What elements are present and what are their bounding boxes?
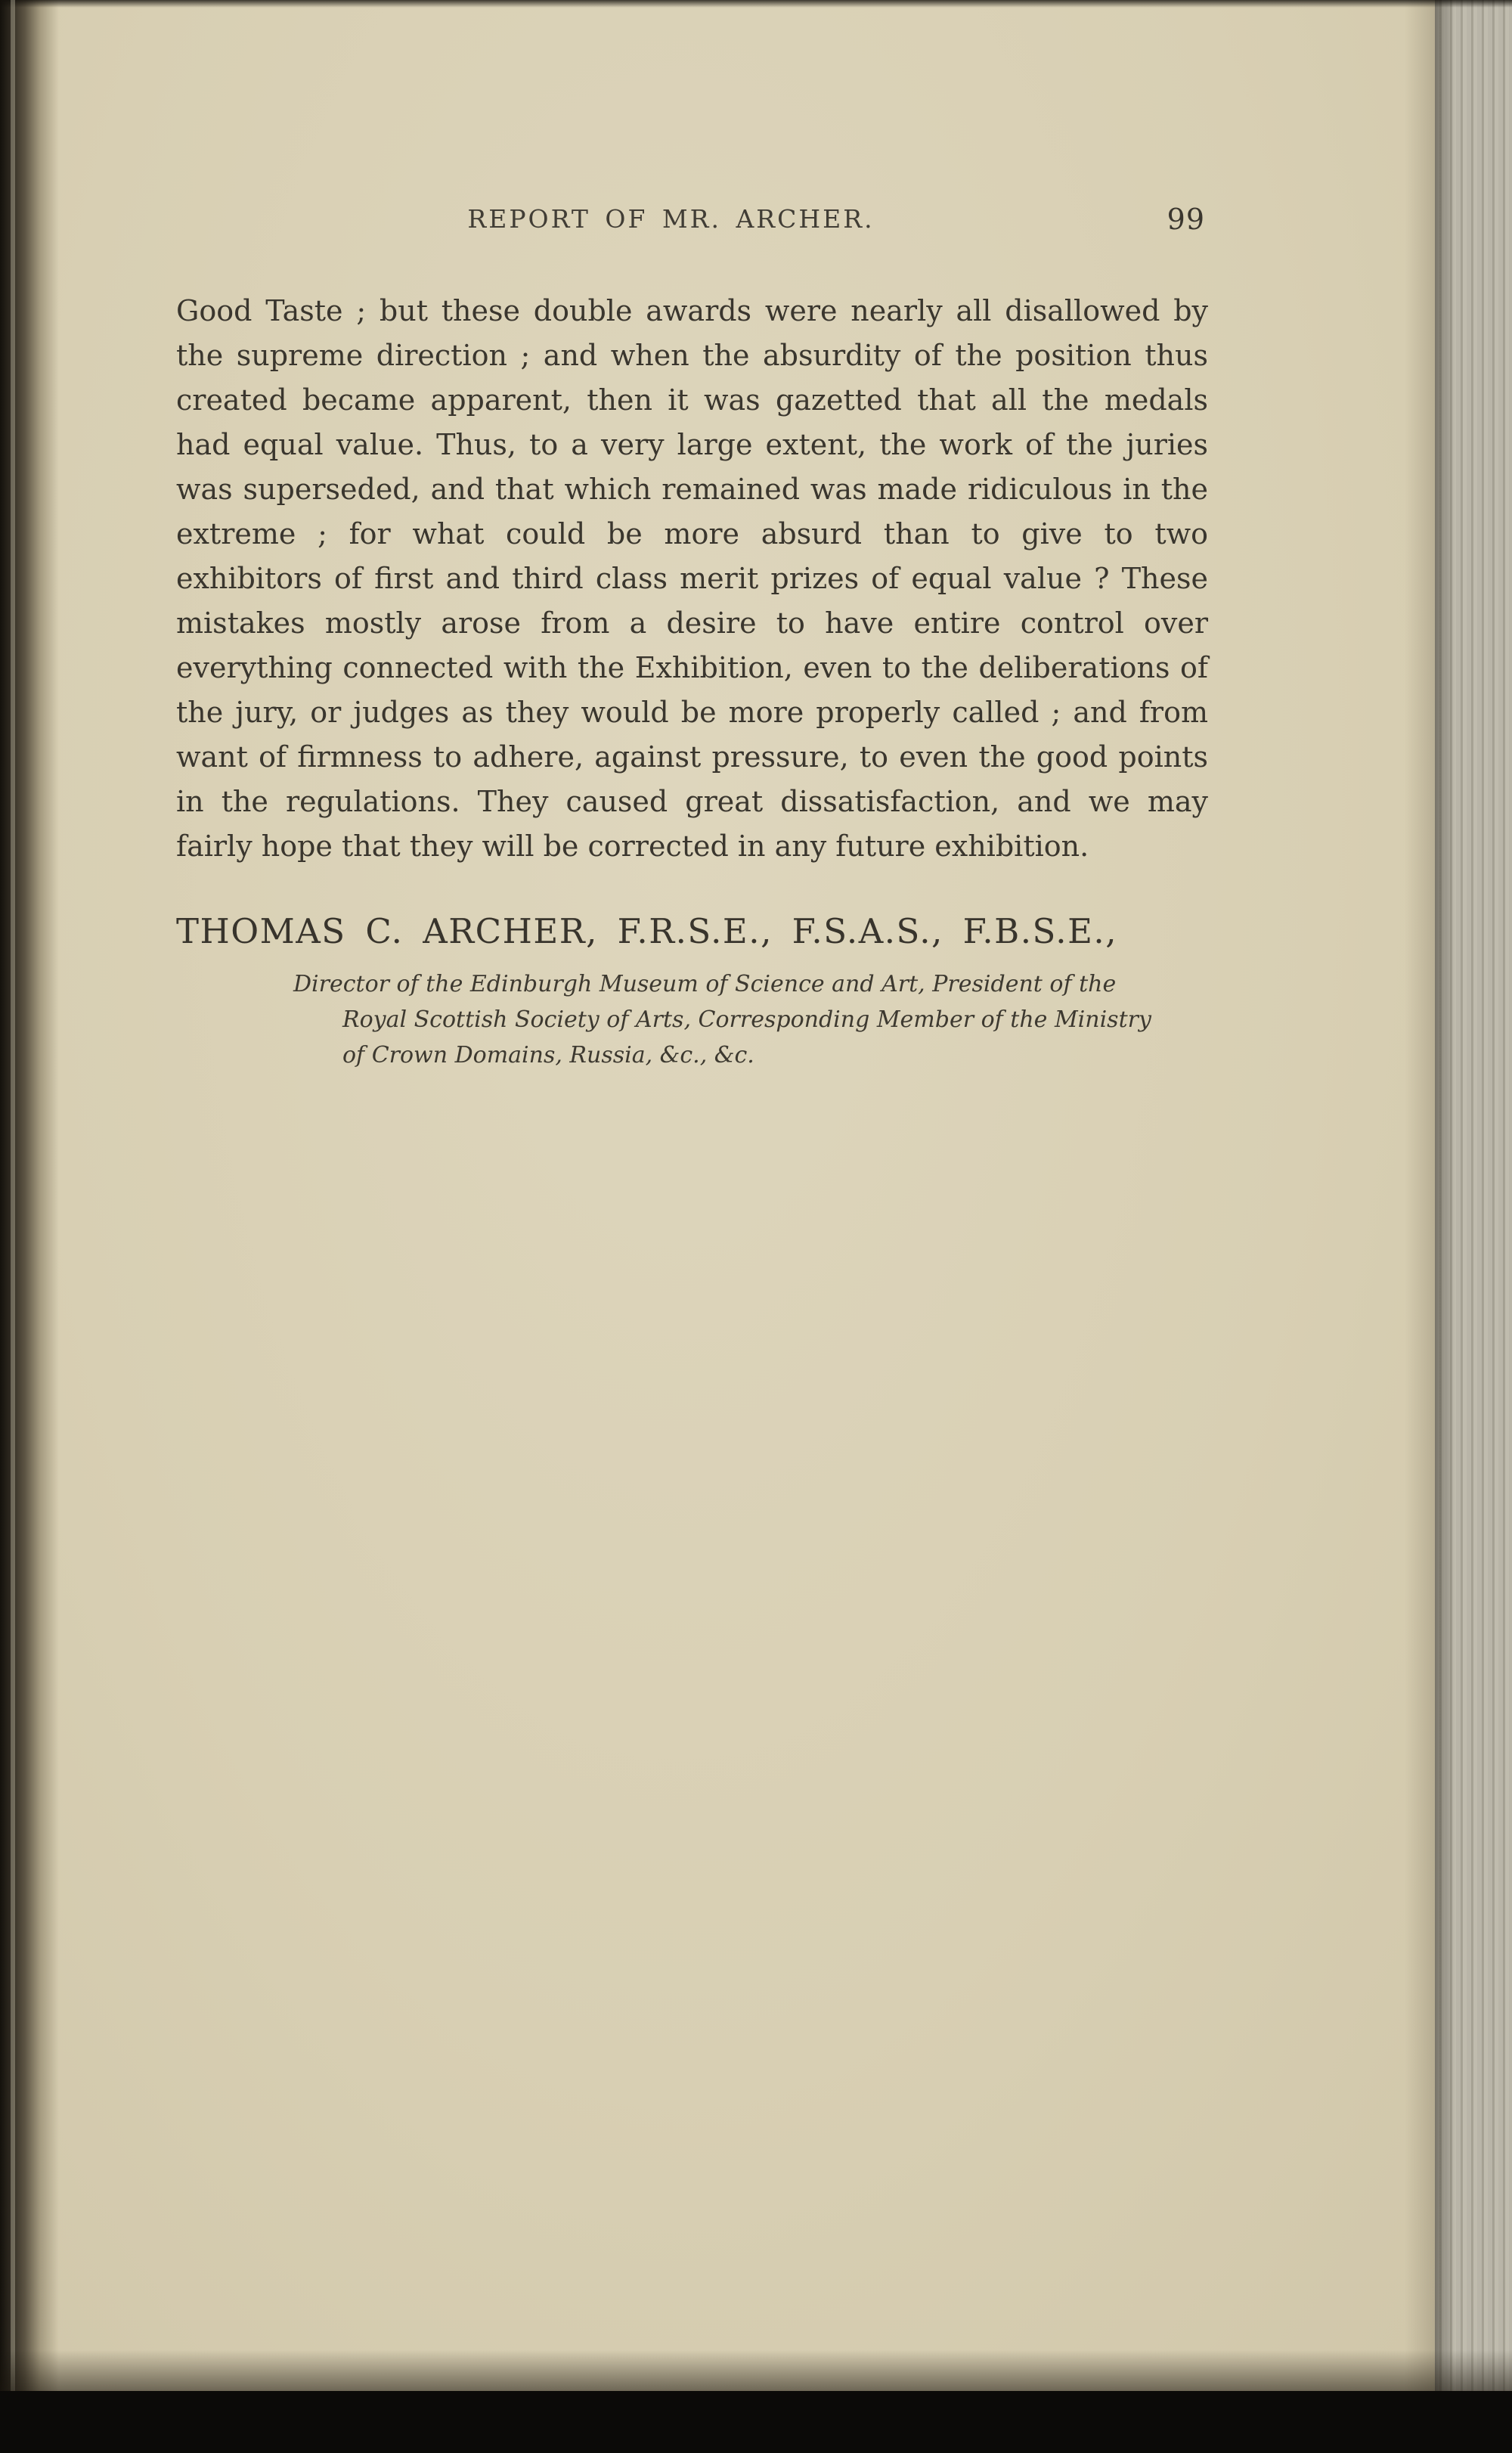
stacked-page-edges	[1435, 0, 1512, 2453]
binding-gutter-shadow	[0, 0, 59, 2453]
page-content	[176, 0, 1208, 1073]
binding-gutter-highlight	[11, 0, 15, 2453]
signature-titles: Director of the Edinburgh Museum of Science and Art, President of the Royal Scottish Society of Arts, Corresponding Member of the Ministry of Crown Domains, Russia, &c., &c.	[293, 971, 1151, 1068]
body-paragraph: Good Taste ; but these double awards were nearly all disallowed by the supreme direction ; and when the absurdity of the position thus created became apparent, then it was gazetted that all the medals had equal value. Thus, to a very large extent, the work of the juries was superseded, and that which remained was made ridiculous in the extreme ; for what could be more absurd than to give to two exhibitors of first and third class merit prizes of equal value ? These mistakes mostly arose from a desire to have entire control over everything connected with the Exhibition, even to the deliberations of the jury, or judges as they would be more properly called ; and from want of firmness to adhere, against pressure, to even the good points in the regulations. They caused great dissatisfaction, and we may fairly hope that they will be corrected in any future exhibition.	[176, 294, 1208, 863]
scan-bottom-edge	[0, 2391, 1512, 2453]
page-number: 99	[1167, 203, 1205, 236]
running-title: REPORT OF MR. ARCHER.	[467, 204, 875, 234]
scan-top-edge	[0, 0, 1512, 8]
scan-bottom-fade	[0, 2350, 1512, 2391]
running-head	[176, 204, 1208, 250]
signature-name: THOMAS C. ARCHER, F.R.S.E., F.S.A.S., F.B.S.E.,	[176, 911, 1118, 951]
